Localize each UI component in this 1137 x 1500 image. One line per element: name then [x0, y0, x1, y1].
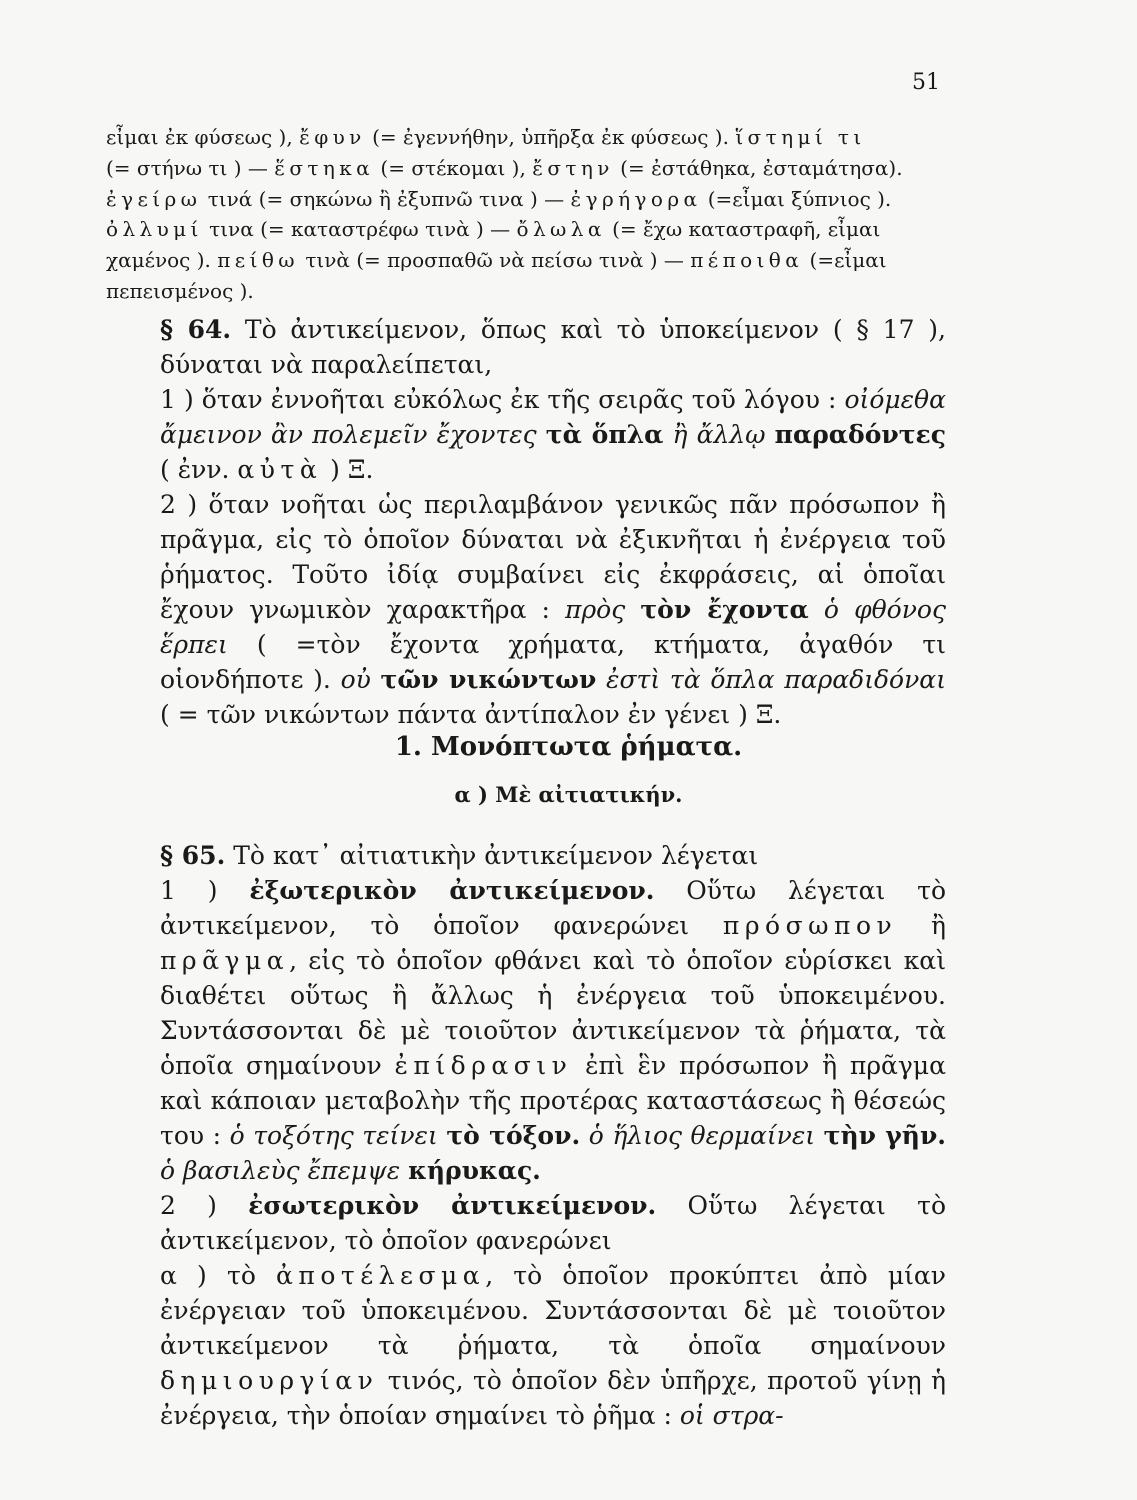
text-line: χαμένος ). πείθω τινὰ (= προσπαθῶ νὰ πείσω τινὰ ) — πέποιθα (=εἶμαι: [106, 248, 887, 273]
section-64: [106, 312, 946, 732]
section-65-point-2a: α ) τὸ ἀποτέλεσμα, τὸ ὁποῖον προκύπτει ἀπὸ μίαν ἐνέργειαν τοῦ ὑποκειμένου. Συντάσσονται δὲ μὲ τοιοῦτον ἀντικείμενον τὰ ῥήματα, τὰ ὁποῖα σημαίνουν δημιουργίαν τινός, τὸ ὁποῖον δὲν ὑπῆρχε, προτοῦ γίνῃ ἡ ἐνέργεια, τὴν ὁποίαν σημαίνει τὸ ῥῆμα : οἱ στρα-: [160, 1261, 946, 1430]
section-64-point-1: 1 ) ὅταν ἐννοῆται εὐκόλως ἐκ τῆς σειρᾶς τοῦ λόγου : οἰόμεθα ἄμεινον ἂν πολεμεῖν ἔχοντες τὰ ὅπλα ἢ ἄλλῳ παραδόντες ( ἐνν. αὐτὰ ) Ξ.: [160, 385, 946, 484]
text-line: ἐγείρω τινά (= σηκώνω ἢ ἐξυπνῶ τινα ) — ἐγρήγορα (=εἶμαι ξύπνιος ).: [106, 186, 892, 211]
chapter-heading: 1. Μονόπτωτα ῥήματα.: [394, 732, 743, 762]
section-65-point-2: 2 ) ἐσωτερικὸν ἀντικείμενον. Οὕτω λέγεται τὸ ἀντικείμενον, τὸ ὁποῖον φανερώνει: [160, 1191, 946, 1255]
top-paragraph: [106, 122, 946, 307]
section-64-point-2: 2 ) ὅταν νοῆται ὡς περιλαμβάνον γενικῶς πᾶν πρόσωπον ἢ πρᾶγμα, εἰς τὸ ὁποῖον δύναται νὰ ἐξικνῆται ἡ ἐνέργεια τοῦ ῥήματος. Τοῦτο ἰδίᾳ συμβαίνει εἰς ἐκφράσεις, αἱ ὁποῖαι ἔχουν γνωμικὸν χαρακτῆρα : πρὸς τὸν ἔχοντα ὁ φθόνος ἕρπει ( =τὸν ἔχοντα χρήματα, κτήματα, ἀγαθόν τι οἱονδήποτε ). οὐ τῶν νικώντων ἐστὶ τὰ ὅπλα παραδιδόναι ( = τῶν νικώντων πάντα ἀντίπαλον ἐν γένει ) Ξ.: [160, 490, 946, 729]
section-65-point-1: 1 ) ἐξωτερικὸν ἀντικείμενον. Οὕτω λέγεται τὸ ἀντικείμενον, τὸ ὁποῖον φανερώνει πρόσωπον ἢ πρᾶγμα, εἰς τὸ ὁποῖον φθάνει καὶ τὸ ὁποῖον εὑρίσκει καὶ διαθέτει οὕτως ἢ ἄλλως ἡ ἐνέργεια τοῦ ὑποκειμένου. Συντάσσονται δὲ μὲ τοιοῦτον ἀντικείμενον τὰ ῥήματα, τὰ ὁποῖα σημαίνουν ἐπίδρασιν ἐπὶ ἓν πρόσωπον ἢ πρᾶγμα καὶ κάποιαν μεταβολὴν τῆς προτέρας καταστάσεως ἢ θέσεώς του : ὁ τοξότης τείνει τὸ τόξον. ὁ ἥλιος θερμαίνει τὴν γῆν. ὁ βασιλεὺς ἔπεμψε κήρυκας.: [160, 876, 947, 1185]
text-line: ὀλλυμί τινα (= καταστρέφω τινὰ ) — ὄλωλα (= ἔχω καταστραφῆ, εἶμαι: [106, 217, 881, 242]
section-mark: § 65.: [160, 841, 226, 870]
text-line: πεπεισμένος ).: [106, 278, 254, 303]
section-65-intro: § 65. Τὸ κατ᾽ αἰτιατικὴν ἀντικείμενον λέγεται: [160, 841, 759, 870]
section-mark: § 64.: [160, 315, 232, 344]
subsection-heading: α ) Μὲ αἰτιατικήν.: [454, 782, 683, 807]
text-line: εἶμαι ἐκ φύσεως ), ἔφυν (= ἐγεννήθην, ὑπῆρξα ἐκ φύσεως ). ἵστημί τι: [106, 125, 866, 149]
text-line: (= στήνω τι ) — ἕστηκα (= στέκομαι ), ἔστην (= ἐστάθηκα, ἐσταμάτησα).: [106, 155, 903, 180]
section-65: [106, 838, 946, 1433]
page-number: 51: [912, 70, 940, 95]
section-64-intro: § 64. Τὸ ἀντικείμενον, ὅπως καὶ τὸ ὑποκείμενον ( § 17 ), δύναται νὰ παραλείπεται,: [160, 315, 946, 379]
